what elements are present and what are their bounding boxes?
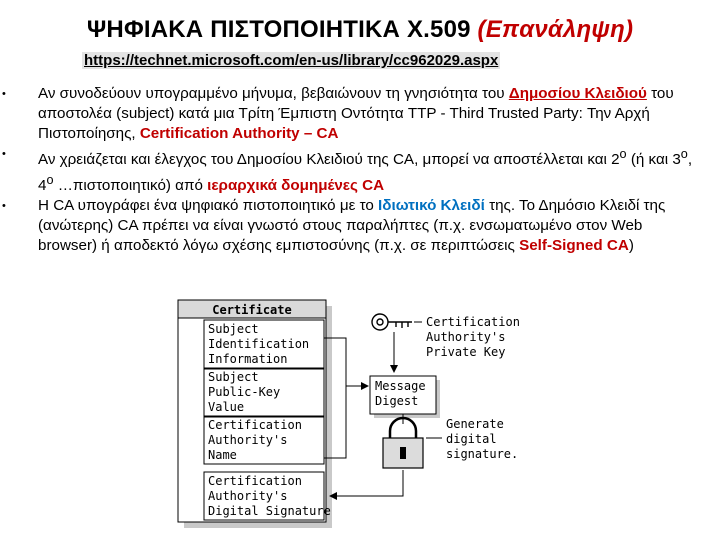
field-ca-name: [204, 417, 324, 464]
svg-text:Authority's: Authority's: [208, 489, 288, 503]
message-digest-box: [370, 376, 440, 418]
svg-text:Digital Signature: Digital Signature: [208, 504, 331, 518]
title-subtitle: (Επανάληψη): [477, 16, 634, 43]
lock-icon: [383, 418, 423, 468]
slide-title: [0, 16, 720, 44]
bullet-item: • Η CA υπογράφει ένα ψηφιακό πιστοποιητικό με το Ιδιωτικό Κλειδί της. Το Δημόσιο Κλειδί της (ανώτερης) CA πρέπει να είναι γνωστό στους παραλήπτες (π.χ. ενσωματωμένο στον Web browser) ή αποδεκτό λόγω σχέσης εμπιστοσύνης (π.χ. σε περιπτώσεις Self-Signed CA): [2, 197, 666, 255]
generate-label-1: Generate: [446, 417, 504, 431]
svg-text:Authority's: Authority's: [208, 433, 288, 447]
private-key-label-2: Authority's: [426, 330, 506, 344]
bullet-dot-icon: •: [2, 148, 6, 160]
bullet-item: • Αν χρειάζεται και έλεγχος του Δημοσίου Κλειδιού της CA, μπορεί να αποστέλλεται και $2^o$ (ή και $3^o$, $4^o$ …πιστοποιητικό) από ιεραρχικά δομημένες CA: [28, 144, 700, 196]
title-main: ΨΗΦΙΑΚΑ ΠΙΣΤΟΠΟΙΗΤΙΚΑ X.509: [86, 16, 471, 43]
bullet-dot-icon: •: [2, 88, 6, 100]
field-ca-signature: [204, 472, 331, 520]
svg-text:Identification: Identification: [208, 337, 310, 351]
svg-text:Subject: Subject: [208, 370, 259, 384]
bullet-item: • Αν συνοδεύουν υπογραμμένο μήνυμα, βεβαιώνουν τη γνησιότητα του Δημοσίου Κλειδιού του αποστολέα (subject) κατά μια Τρίτη Έμπιστη Οντότητα TTP - Third Trusted Party: Την Αρχή Πιστοποίησης, Certification Authority – CA: [2, 85, 674, 142]
certificate-diagram: [176, 298, 536, 533]
svg-text:Subject: Subject: [208, 322, 259, 336]
private-key-label-3: Private Key: [426, 345, 506, 359]
svg-text:Digest: Digest: [375, 394, 419, 408]
svg-text:Certification: Certification: [208, 418, 302, 432]
private-key-label-1: Certification: [426, 315, 520, 329]
field-subject-info: [204, 320, 324, 368]
svg-text:Name: Name: [208, 448, 237, 462]
svg-text:Value: Value: [208, 400, 245, 414]
field-subject-public-key: [204, 369, 324, 416]
generate-label-3: signature.: [446, 447, 519, 461]
reference-link[interactable]: https://technet.microsoft.com/en-us/library/cc962029.aspx: [84, 52, 499, 69]
key-icon: [372, 314, 412, 330]
svg-text:Message: Message: [375, 379, 426, 393]
svg-text:Certification: Certification: [208, 474, 302, 488]
svg-text:Public-Key: Public-Key: [208, 385, 281, 399]
signature-arrow: [330, 470, 403, 496]
bullet-dot-icon: •: [2, 200, 6, 213]
bullet-list: [2, 84, 700, 256]
generate-label-2: digital: [446, 432, 497, 446]
svg-text:Information: Information: [208, 352, 288, 366]
certificate-header-text: Certificate: [212, 303, 292, 317]
